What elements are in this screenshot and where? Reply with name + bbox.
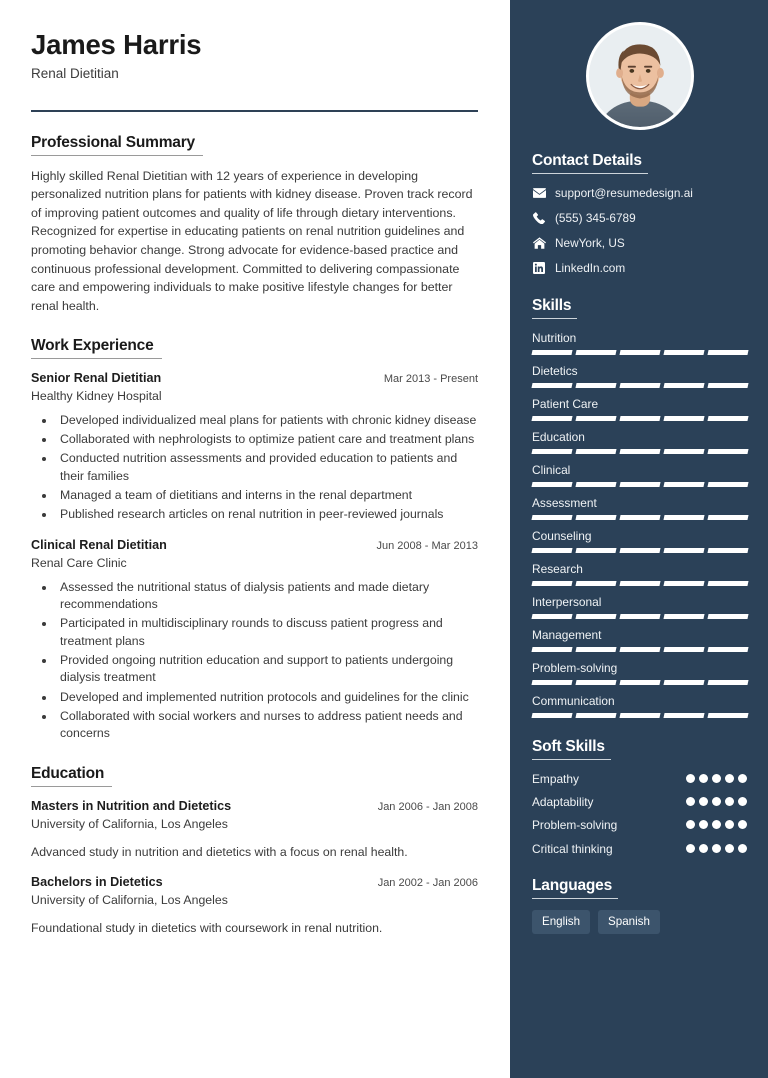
rating-dot (686, 820, 695, 829)
skill-bar (532, 581, 748, 586)
education-entry-date: Jan 2006 - Jan 2008 (377, 800, 478, 813)
skill-segment (575, 416, 616, 421)
skill-segment (531, 416, 572, 421)
skill-segment (619, 482, 660, 487)
education-entry-school: University of California, Los Angeles (31, 893, 228, 908)
skill-segment (531, 680, 572, 685)
rating-dot (699, 797, 708, 806)
skill-bar (532, 482, 748, 487)
work-entry-header (31, 370, 478, 387)
soft-skill-rating (686, 771, 748, 783)
linkedin-icon (532, 262, 546, 274)
soft-skills-list (532, 771, 748, 856)
soft-skill-row (532, 817, 748, 833)
skill-name: Research (532, 562, 583, 576)
list-item: • Published research articles on renal nutrition in peer-reviewed journals (56, 506, 478, 524)
work-entry-organization: Renal Care Clinic (31, 555, 127, 570)
rating-dot (699, 774, 708, 783)
skill-row (532, 462, 748, 487)
skill-segment (619, 680, 660, 685)
skill-row (532, 528, 748, 553)
skill-segment (707, 416, 748, 421)
rating-dot (712, 774, 721, 783)
rating-dot (738, 774, 747, 783)
skill-segment (619, 581, 660, 586)
skill-segment (531, 614, 572, 619)
skill-bar (532, 449, 748, 454)
rating-dot (712, 797, 721, 806)
list-item: • Developed individualized meal plans for patients with chronic kidney disease (56, 412, 478, 430)
skill-segment (619, 647, 660, 652)
rating-dot (686, 844, 695, 853)
skill-row (532, 627, 748, 652)
section-languages (532, 877, 748, 934)
language-chip[interactable]: English (532, 910, 590, 934)
skill-segment (707, 449, 748, 454)
contact-value-phone: (555) 345-6789 (555, 211, 636, 226)
phone-icon (532, 212, 546, 224)
rating-dot (712, 844, 721, 853)
section-title-languages: Languages (532, 877, 618, 899)
skill-segment (575, 614, 616, 619)
skill-row (532, 330, 748, 355)
section-title-summary: Professional Summary (31, 134, 203, 156)
skill-row (532, 594, 748, 619)
skill-segment (707, 614, 748, 619)
contact-item-location[interactable] (532, 235, 748, 252)
skill-segment (575, 515, 616, 520)
skill-segment (531, 713, 572, 718)
skill-segment (575, 548, 616, 553)
list-item: • Conducted nutrition assessments and provided education to patients and their families (56, 450, 478, 485)
education-entry (31, 798, 478, 861)
skill-segment (707, 482, 748, 487)
section-professional-summary (31, 134, 478, 316)
skill-bar (532, 713, 748, 718)
skill-bar (532, 515, 748, 520)
avatar (586, 22, 694, 130)
skill-row (532, 561, 748, 586)
soft-skill-row (532, 771, 748, 787)
skill-segment (575, 713, 616, 718)
education-entry-header (31, 798, 478, 815)
education-entry-description: Foundational study in dietetics with coursework in renal nutrition. (31, 920, 383, 935)
skill-segment (663, 680, 704, 685)
sidebar (510, 0, 768, 1078)
section-title-education: Education (31, 765, 112, 787)
skill-segment (531, 482, 572, 487)
soft-skill-rating (686, 794, 748, 806)
education-entry-description: Advanced study in nutrition and dietetics with a focus on renal health. (31, 844, 408, 859)
list-item: • Participated in multidisciplinary rounds to discuss patient progress and treatment plans (56, 615, 478, 650)
section-contact-details (532, 152, 748, 277)
section-work-experience (31, 337, 478, 743)
list-item: • Collaborated with social workers and nurses to address patient needs and concerns (56, 708, 478, 743)
skill-segment (531, 515, 572, 520)
summary-text: Highly skilled Renal Dietitian with 12 years of experience in developing personalized nutrition plans for patients with kidney disease. Proven track record of improving patient outcomes and quality of life through dietary interventions. Recognized for expertise in educating patients on renal nutrition guidelines and promoting behavior change. Strong advocate for evidence-based practice and continuous professional development. Committed to delivering compassionate care and empowering individuals to make positive lifestyle changes for better renal health. (31, 168, 473, 313)
skill-segment (575, 482, 616, 487)
home-icon (532, 237, 546, 249)
soft-skill-rating (686, 841, 748, 853)
skill-name: Interpersonal (532, 595, 602, 610)
work-entry-date: Jun 2008 - Mar 2013 (376, 539, 478, 552)
list-item: • Collaborated with nephrologists to optimize patient care and treatment plans (56, 431, 478, 449)
avatar-wrapper (532, 22, 748, 130)
skill-segment (707, 350, 748, 355)
skill-segment (707, 548, 748, 553)
skill-name: Management (532, 628, 602, 643)
language-chip[interactable]: Spanish (598, 910, 660, 934)
skill-segment (531, 383, 572, 388)
page-title: James Harris (31, 29, 202, 60)
contact-value-location: NewYork, US (555, 236, 625, 251)
rating-dot (699, 820, 708, 829)
skill-segment (619, 383, 660, 388)
contact-item-phone[interactable] (532, 210, 748, 227)
section-education (31, 765, 478, 938)
soft-skill-name: Empathy (532, 772, 579, 787)
work-entry-bullets (31, 412, 478, 524)
soft-skill-name: Problem-solving (532, 818, 618, 833)
skill-segment (619, 713, 660, 718)
job-title: Renal Dietitian (31, 66, 119, 81)
work-entry-bullets (31, 579, 478, 743)
skill-row (532, 495, 748, 520)
list-item: • Developed and implemented nutrition protocols and guidelines for the clinic (56, 689, 478, 707)
education-entry-degree: Masters in Nutrition and Dietetics (31, 798, 232, 813)
education-entry-degree: Bachelors in Dietetics (31, 875, 163, 890)
rating-dot (738, 844, 747, 853)
section-title-soft-skills: Soft Skills (532, 738, 611, 760)
soft-skill-row (532, 841, 748, 857)
header-divider (31, 110, 478, 112)
contact-item-email[interactable] (532, 185, 748, 202)
skill-row (532, 660, 748, 685)
skill-segment (575, 680, 616, 685)
skill-name: Communication (532, 694, 615, 709)
skills-list (532, 330, 748, 719)
skill-segment (663, 581, 704, 586)
list-item: • Assessed the nutritional status of dialysis patients and made dietary recommendations (56, 579, 478, 614)
work-entry-role: Senior Renal Dietitian (31, 371, 162, 386)
section-title-skills: Skills (532, 297, 577, 319)
skill-name: Clinical (532, 462, 571, 477)
contact-list (532, 185, 748, 277)
skill-segment (575, 383, 616, 388)
skill-segment (575, 581, 616, 586)
skill-segment (707, 581, 748, 586)
work-entry-date: Mar 2013 - Present (383, 373, 478, 386)
contact-value-linkedin: LinkedIn.com (555, 261, 626, 276)
skill-segment (531, 350, 572, 355)
list-item: • Managed a team of dietitians and interns in the renal department (56, 487, 478, 505)
skill-segment (663, 449, 704, 454)
skill-bar (532, 383, 748, 388)
rating-dot (686, 774, 695, 783)
skill-segment (707, 383, 748, 388)
skill-row (532, 693, 748, 718)
skill-segment (575, 350, 616, 355)
skill-segment (663, 614, 704, 619)
skill-name: Patient Care (532, 396, 599, 411)
skill-name: Assessment (532, 495, 597, 510)
education-entry-date: Jan 2002 - Jan 2006 (377, 877, 478, 890)
skill-name: Nutrition (532, 330, 577, 345)
skill-bar (532, 350, 748, 355)
skill-segment (663, 515, 704, 520)
skill-segment (575, 449, 616, 454)
skill-bar (532, 647, 748, 652)
skill-name: Counseling (532, 528, 592, 543)
skill-row (532, 396, 748, 421)
skill-segment (663, 416, 704, 421)
languages-list (532, 910, 748, 934)
envelope-icon (532, 188, 546, 198)
rating-dot (725, 844, 734, 853)
contact-item-linkedin[interactable] (532, 260, 748, 277)
work-entry-header (31, 537, 478, 554)
skill-segment (619, 350, 660, 355)
skill-segment (707, 680, 748, 685)
skill-name: Education (532, 429, 585, 444)
education-entry-school: University of California, Los Angeles (31, 816, 228, 831)
skill-bar (532, 680, 748, 685)
skill-segment (619, 548, 660, 553)
skill-row (532, 429, 748, 454)
rating-dot (725, 797, 734, 806)
skill-segment (663, 482, 704, 487)
skill-segment (707, 713, 748, 718)
user-photo-icon (589, 25, 691, 127)
skill-segment (707, 515, 748, 520)
skill-segment (575, 647, 616, 652)
work-entry (31, 537, 478, 743)
skill-bar (532, 548, 748, 553)
soft-skill-name: Critical thinking (532, 841, 613, 856)
skill-segment (531, 449, 572, 454)
skill-segment (663, 350, 704, 355)
skill-segment (531, 647, 572, 652)
rating-dot (738, 820, 747, 829)
skill-segment (663, 713, 704, 718)
skill-name: Dietetics (532, 363, 578, 378)
rating-dot (725, 820, 734, 829)
rating-dot (738, 797, 747, 806)
skill-row (532, 363, 748, 388)
skill-segment (619, 449, 660, 454)
skill-name: Problem-solving (532, 661, 618, 676)
section-title-work-experience: Work Experience (31, 337, 162, 359)
contact-value-email: support@resumedesign.ai (555, 186, 693, 200)
work-entry-organization: Healthy Kidney Hospital (31, 389, 162, 404)
soft-skill-name: Adaptability (532, 795, 594, 810)
education-entry (31, 874, 478, 937)
rating-dot (725, 774, 734, 783)
skill-bar (532, 416, 748, 421)
soft-skill-rating (686, 817, 748, 829)
list-item: • Provided ongoing nutrition education and support to patients undergoing dialysis treatment (56, 652, 478, 687)
work-entry (31, 370, 478, 523)
skill-segment (663, 548, 704, 553)
section-skills (532, 297, 748, 719)
skill-segment (619, 416, 660, 421)
rating-dot (686, 797, 695, 806)
rating-dot (712, 820, 721, 829)
skill-segment (663, 383, 704, 388)
skill-bar (532, 614, 748, 619)
skill-segment (619, 515, 660, 520)
skill-segment (619, 614, 660, 619)
skill-segment (663, 647, 704, 652)
resume-header (31, 28, 478, 83)
skill-segment (531, 581, 572, 586)
work-entry-role: Clinical Renal Dietitian (31, 537, 167, 552)
education-entry-header (31, 874, 478, 891)
section-soft-skills (532, 738, 748, 856)
soft-skill-row (532, 794, 748, 810)
section-title-contact: Contact Details (532, 152, 648, 174)
skill-segment (707, 647, 748, 652)
skill-segment (531, 548, 572, 553)
rating-dot (699, 844, 708, 853)
